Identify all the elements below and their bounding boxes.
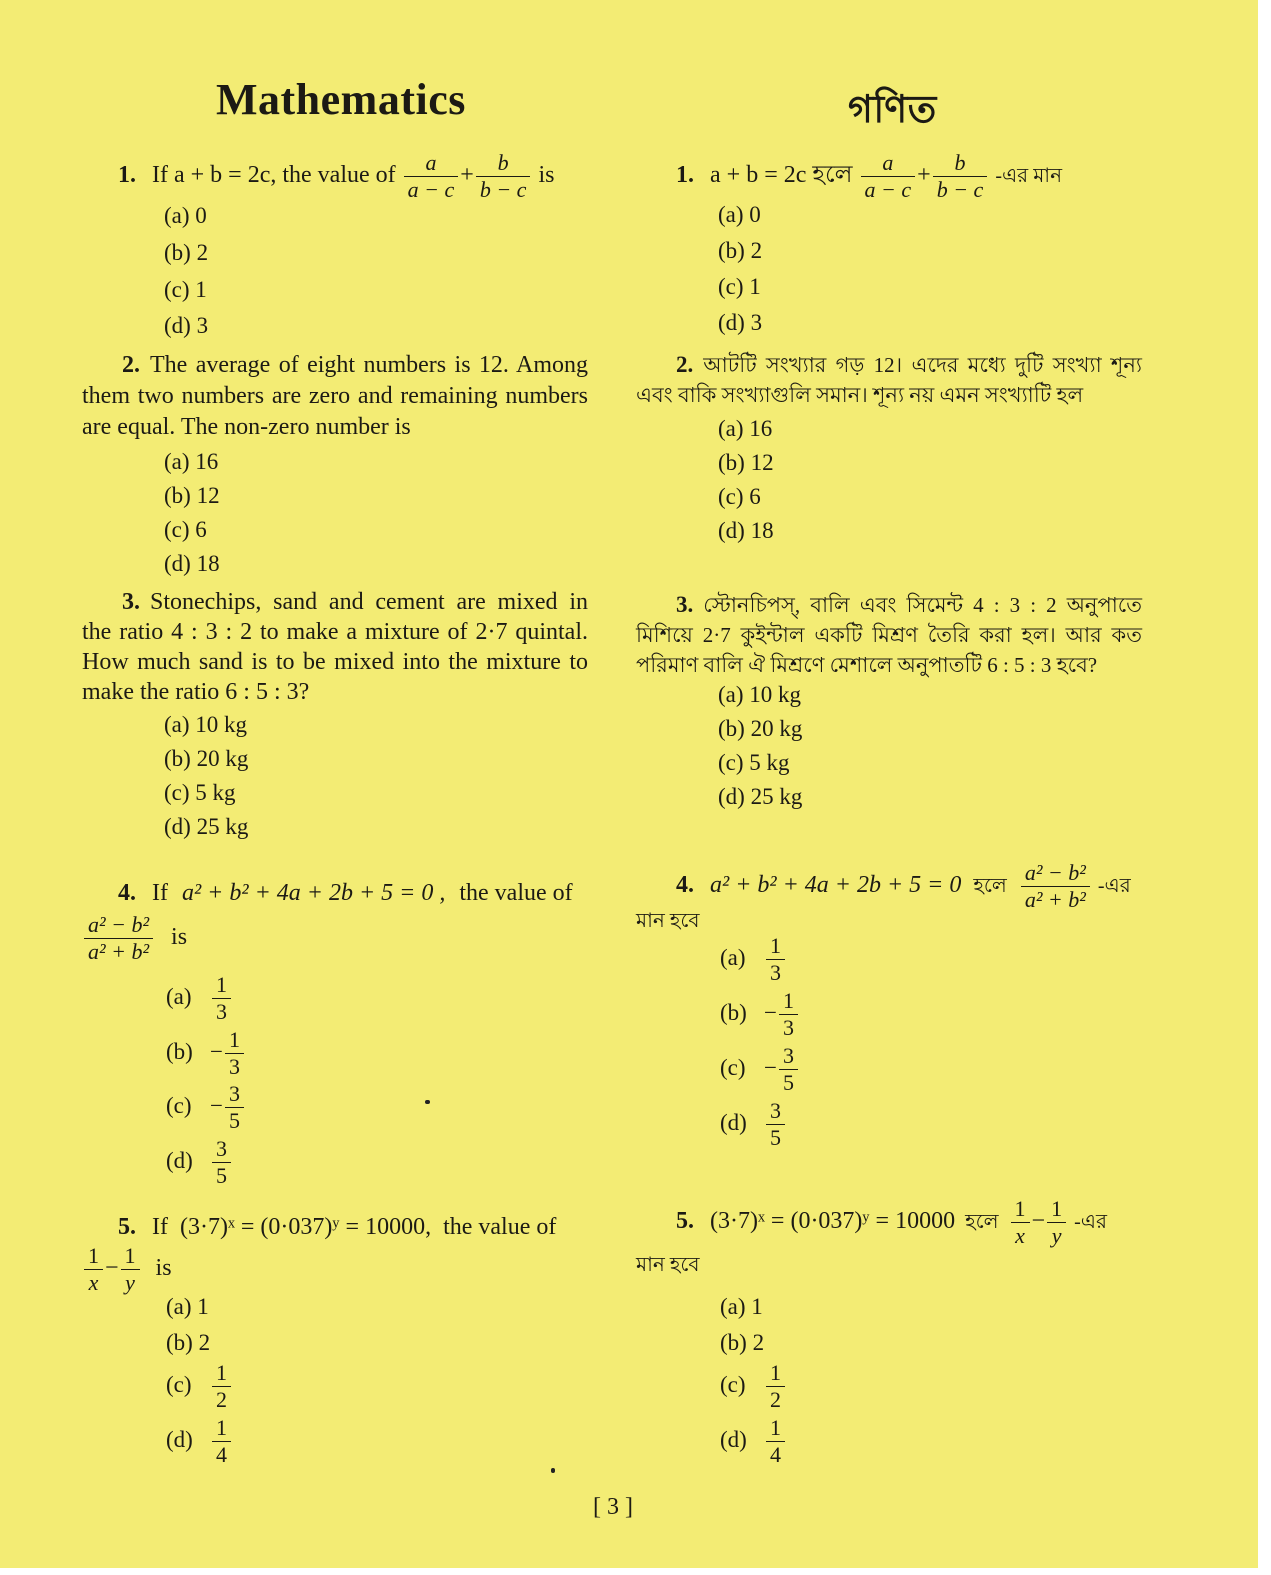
bengali-section-title: গণিত [848, 89, 937, 131]
fraction [779, 988, 798, 1041]
question-number: 5. [118, 1214, 136, 1240]
fraction [1011, 1196, 1030, 1249]
option-c[interactable]: (c) 5 kg [718, 750, 790, 775]
option-label: (c) [166, 1371, 192, 1397]
question-number: 1. [118, 162, 136, 189]
fraction-numerator: 1 [766, 1415, 785, 1442]
fraction [212, 1415, 231, 1468]
option-a[interactable]: (a) 10 kg [164, 712, 248, 737]
fraction [1047, 1196, 1066, 1249]
question-text: is [538, 162, 555, 189]
question-number: 4. [676, 872, 694, 899]
en-question-4-fraction [82, 912, 282, 965]
fraction-denominator: a − c [407, 177, 455, 202]
equation: a² + b² + 4a + 2b + 5 = 0 , [181, 880, 446, 906]
sign: − [764, 999, 777, 1025]
option-label: (a) [166, 983, 192, 1009]
option-d[interactable] [166, 1415, 233, 1468]
bn-question-1: 1. a + b = 2c হলে $\frac{a}{a - c}$ + $\frac{b}{b - c}$ -এর মান [676, 150, 1063, 202]
fraction-denominator: y [1051, 1223, 1062, 1248]
question-text: হলে [973, 875, 1007, 898]
fraction-denominator: x [1015, 1223, 1025, 1248]
option-d[interactable] [720, 1098, 787, 1151]
option-d[interactable]: (d) 18 [164, 551, 220, 576]
fraction-numerator: 3 [766, 1098, 785, 1125]
en-question-3 [82, 587, 588, 707]
option-b[interactable]: (b) 12 [718, 450, 774, 475]
fraction-numerator: 3 [779, 1043, 798, 1070]
option-d[interactable]: (d) 3 [164, 313, 209, 338]
fraction [225, 1081, 244, 1134]
fraction-denominator: 2 [216, 1387, 227, 1412]
question-text: -এর মান [995, 165, 1063, 188]
fraction-numerator: 1 [212, 972, 231, 999]
fraction [212, 1360, 231, 1413]
bn-question-5-line2: মান হবে [636, 1254, 700, 1276]
option-label: (d) [166, 1147, 193, 1173]
fraction-denominator: x [88, 1270, 99, 1295]
bn-question-3 [636, 590, 1142, 680]
fraction-denominator: 4 [216, 1442, 227, 1467]
fraction-denominator: b − c [936, 177, 984, 202]
option-a[interactable]: (a) 16 [164, 449, 219, 474]
option-c[interactable]: (c) 6 [164, 517, 207, 542]
page-number: [ 3 ] [593, 1494, 633, 1520]
question-text: -এর [1074, 1211, 1107, 1234]
fraction-numerator: a [404, 150, 459, 177]
option-a[interactable]: (a) 10 kg [718, 682, 802, 707]
option-c[interactable]: (c) 1 [164, 277, 207, 302]
option-a[interactable]: (a) 0 [718, 202, 761, 227]
fraction-denominator: 5 [782, 1070, 794, 1095]
fraction-numerator: 1 [212, 1415, 231, 1442]
option-b[interactable]: (b) 12 [164, 483, 220, 508]
option-label: (d) [720, 1109, 747, 1135]
fraction-numerator: b [476, 150, 531, 177]
en-question-5-fraction: $\frac{1}{x}$ − $\frac{1}{y}$ is [82, 1243, 282, 1296]
fraction [84, 912, 153, 965]
option-label: (a) [720, 944, 746, 970]
fraction-denominator: y [125, 1270, 135, 1295]
fraction-numerator: 3 [212, 1136, 231, 1163]
fraction [766, 1360, 785, 1413]
question-text: Stonechips, sand and cement are mixed in the ratio 4 : 3 : 2 to make a mixture of 2·7 quintal. How much sand is to be mixed into the mixture to make the ratio 6 : 5 : 3? [82, 589, 588, 705]
fraction-denominator: a² + b² [1024, 887, 1086, 912]
option-b[interactable]: (b) 2 [720, 1330, 765, 1355]
fraction [1021, 860, 1090, 913]
fraction-numerator: a² − b² [1021, 860, 1090, 887]
fraction-numerator: 1 [1011, 1196, 1030, 1223]
fraction-numerator: 1 [1047, 1196, 1066, 1223]
option-d[interactable] [720, 1415, 787, 1468]
option-label: (d) [166, 1426, 193, 1452]
question-text: হলে [965, 1211, 999, 1234]
option-a[interactable]: (a) 0 [164, 203, 207, 228]
option-d[interactable] [166, 1136, 233, 1189]
fraction [766, 1415, 785, 1468]
fraction-numerator: 1 [766, 933, 785, 960]
question-number: 1. [676, 162, 694, 189]
fraction [121, 1243, 140, 1296]
question-text: If a + b = 2c, the value of [152, 162, 396, 189]
question-number: 2. [676, 352, 694, 377]
fraction-denominator: 3 [782, 1015, 794, 1040]
fraction [212, 1136, 231, 1189]
question-text: a + b = 2c হলে [710, 162, 853, 189]
fraction [779, 1043, 798, 1096]
equation: (3·7)ˣ = (0·037)ʸ = 10000 [710, 1208, 956, 1235]
question-text: -এর [1097, 875, 1131, 898]
fraction-denominator: 3 [216, 999, 227, 1024]
option-b[interactable] [166, 1027, 246, 1080]
english-section-title: Mathematics [216, 75, 466, 124]
option-d[interactable]: (d) 25 kg [718, 784, 803, 809]
fraction-denominator: 2 [770, 1387, 781, 1412]
option-label: (c) [720, 1054, 746, 1080]
option-c[interactable]: (c) 5 kg [164, 780, 236, 805]
fraction-denominator: b − c [479, 177, 527, 202]
question-number: 3. [122, 589, 140, 615]
question-number: 5. [676, 1208, 694, 1235]
fraction [766, 1098, 785, 1151]
fraction-numerator: 1 [121, 1243, 140, 1270]
question-number: 4. [118, 880, 136, 906]
fraction-denominator: 5 [216, 1163, 227, 1188]
fraction-numerator: a² − b² [84, 912, 153, 939]
fraction-numerator: 1 [766, 1360, 785, 1387]
question-text: স্টোনচিপস্, বালি এবং সিমেন্ট 4 : 3 : 2 অনুপাতে মিশিয়ে 2·7 কুইন্টাল একটি মিশ্রণ তৈরি করা হল। আর কত পরিমাণ বালি ঐ মিশ্রণে মেশালে অনুপাতটি 6 : 5 : 3 হবে? [636, 593, 1142, 677]
sign: − [210, 1092, 223, 1118]
fraction [766, 933, 785, 986]
bn-question-4-line2: মান হবে [636, 910, 700, 932]
fraction-denominator: a − c [864, 177, 912, 202]
question-text: The average of eight numbers is 12. Among them two numbers are zero and remaining numbers are equal. The non-zero number is [82, 352, 588, 440]
option-b[interactable]: (b) 2 [166, 1330, 211, 1355]
option-c[interactable] [166, 1081, 246, 1134]
question-text: If [152, 1214, 168, 1240]
fraction-denominator: 3 [770, 960, 781, 985]
fraction-numerator: 1 [225, 1027, 244, 1054]
option-d[interactable]: (d) 18 [718, 518, 774, 543]
option-a[interactable]: (a) 1 [720, 1294, 763, 1319]
fraction-denominator: a² + b² [88, 939, 150, 964]
fraction [861, 150, 916, 203]
option-label: (b) [720, 999, 747, 1025]
fraction-numerator: 1 [84, 1243, 103, 1270]
question-text: আটটি সংখ্যার গড় 12। এদের মধ্যে দুটি সংখ্যা শূন্য এবং বাকি সংখ্যাগুলি সমান। শূন্য নয় এমন সংখ্যাটি হল [636, 353, 1142, 407]
fraction [225, 1027, 244, 1080]
option-label: (c) [720, 1371, 746, 1397]
fraction [933, 150, 988, 203]
en-question-5 [118, 1212, 598, 1243]
question-text: is [155, 1255, 172, 1282]
fraction [404, 150, 459, 203]
question-text: the value of [443, 1214, 557, 1240]
option-d[interactable]: (d) 25 kg [164, 814, 249, 839]
option-b[interactable] [720, 988, 800, 1041]
option-a[interactable] [720, 933, 787, 986]
option-c[interactable] [166, 1360, 233, 1413]
sign: − [764, 1054, 777, 1080]
option-a[interactable]: (a) 1 [166, 1294, 209, 1319]
fraction-numerator: a [861, 150, 916, 177]
fraction-denominator: 5 [228, 1108, 240, 1133]
option-a[interactable] [166, 972, 233, 1025]
equation: (3·7)ˣ = (0·037)ʸ = 10000, [179, 1214, 432, 1240]
option-label: (b) [166, 1038, 193, 1064]
ink-speck [425, 1100, 430, 1104]
bn-question-2 [636, 350, 1142, 410]
option-a[interactable]: (a) 16 [718, 416, 773, 441]
sign: − [210, 1038, 223, 1064]
equation: a² + b² + 4a + 2b + 5 = 0 [710, 872, 962, 899]
fraction-denominator: 5 [770, 1125, 781, 1150]
question-text: If [152, 880, 168, 906]
question-text: the value of [459, 880, 573, 906]
fraction-denominator: 4 [770, 1442, 781, 1467]
option-b[interactable]: (b) 2 [718, 238, 763, 263]
bn-question-5: 5. (3·7)ˣ = (0·037)ʸ = 10000 হলে $\frac{1}{x}$ − $\frac{1}{y}$ -এর [676, 1196, 1107, 1248]
question-number: 2. [122, 352, 140, 378]
fraction [84, 1243, 103, 1296]
question-number: 3. [676, 592, 694, 617]
en-question-4 [118, 878, 588, 909]
option-b[interactable]: (b) 20 kg [718, 716, 803, 741]
option-label: (c) [166, 1092, 192, 1118]
option-c[interactable]: (c) 1 [718, 274, 761, 299]
option-c[interactable] [720, 1360, 787, 1413]
option-c[interactable]: (c) 6 [718, 484, 761, 509]
fraction [476, 150, 531, 203]
fraction-numerator: 1 [779, 988, 798, 1015]
fraction-denominator: 3 [228, 1054, 240, 1079]
option-label: (d) [720, 1426, 747, 1452]
fraction-numerator: b [933, 150, 988, 177]
en-question-2 [82, 350, 588, 443]
option-c[interactable] [720, 1043, 800, 1096]
option-b[interactable]: (b) 2 [164, 240, 209, 265]
ink-speck [551, 1468, 555, 1473]
option-b[interactable]: (b) 20 kg [164, 746, 249, 771]
question-text: is [171, 924, 188, 951]
fraction-numerator: 3 [225, 1081, 244, 1108]
option-d[interactable]: (d) 3 [718, 310, 763, 335]
fraction-numerator: 1 [212, 1360, 231, 1387]
en-question-1: 1. If a + b = 2c, the value of $\frac{a}{a - c}$ + $\frac{b}{b - c}$ is [118, 150, 555, 202]
fraction [212, 972, 231, 1025]
